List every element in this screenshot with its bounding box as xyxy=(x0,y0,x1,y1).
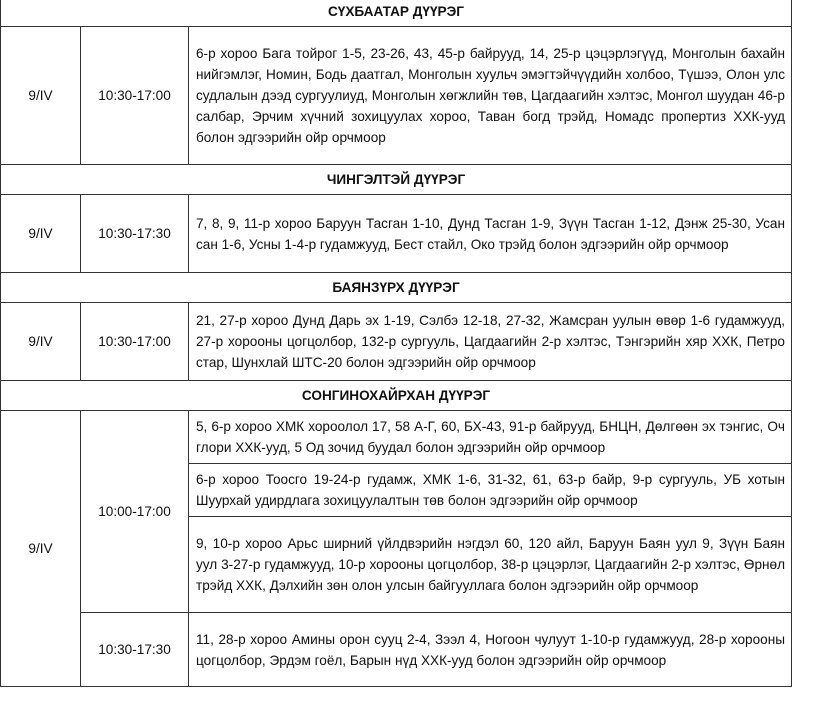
schedule-row xyxy=(1,613,792,687)
section-header-row xyxy=(1,381,792,411)
time-cell: 10:30-17:00 xyxy=(81,27,189,165)
date-cell: 9/IV xyxy=(1,195,81,273)
date-cell: 9/IV xyxy=(1,27,81,165)
area-description: 5, 6-р хороо ХМК хороолол 17, 58 А-Г, 60, БХ-43, 91-р байрууд, БНЦН, Дөлгөөн эх тэнгис, Оч глори ХХК-ууд, 5 Од зочид буудал болон эдгээрийн ойр орчмоор xyxy=(189,411,792,464)
section-header-row xyxy=(1,0,792,27)
date-cell: 9/IV xyxy=(1,303,81,381)
area-description: 7, 8, 9, 11-р хороо Баруун Тасган 1-10, Дунд Тасган 1-9, Зүүн Тасган 1-12, Дэнж 25-30, Усан сан 1-6, Усны 1-4-р гудамжууд, Бест стайл, Око трэйд болон эдгээрийн ойр орчмоор xyxy=(189,195,792,273)
schedule-row xyxy=(1,411,792,464)
section-header-row xyxy=(1,165,792,195)
district-title: СҮХБААТАР ДҮҮРЭГ xyxy=(1,0,792,27)
district-title: ЧИНГЭЛТЭЙ ДҮҮРЭГ xyxy=(1,165,792,195)
schedule-row xyxy=(1,303,792,381)
time-cell: 10:30-17:30 xyxy=(81,195,189,273)
area-description: 11, 28-р хороо Амины орон сууц 2-4, Зээл 4, Ногоон чулуут 1-10-р гудамжууд, 28-р хорооны цогцолбор, Эрдэм гоёл, Барын нүд ХХК-ууд болон эдгээрийн ойр орчмоор xyxy=(189,613,792,687)
date-cell: 9/IV xyxy=(1,411,81,687)
district-title: БАЯНЗҮРХ ДҮҮРЭГ xyxy=(1,273,792,303)
time-cell: 10:30-17:00 xyxy=(81,303,189,381)
area-description: 21, 27-р хороо Дунд Дарь эх 1-19, Сэлбэ 12-18, 27-32, Жамсран уулын өвөр 1-6 гудамжууд, 27-р хорооны цогцолбор, 132-р сургууль, Цагдаагийн 2-р хэлтэс, Тэнгэрийн хяр ХХК, Петро стар, Шунхлай ШТС-20 болон эдгээрийн ойр орчмоор xyxy=(189,303,792,381)
area-description: 9, 10-р хороо Арьс ширний үйлдвэрийн нэгдэл 60, 120 айл, Баруун Баян уул 9, Зүүн Баян уул 3-27-р гудамжууд, 10-р хорооны цогцолбор, 38-р цэцэрлэг, Цагдаагийн 2-р хэлтэс, Өрнөл трэйд ХХК, Дэлхийн зөн олон улсын байгууллага болон эдгээрийн ойр орчмоор xyxy=(189,517,792,613)
time-cell: 10:00-17:00 xyxy=(81,411,189,613)
section-header-row xyxy=(1,273,792,303)
district-title: СОНГИНОХАЙРХАН ДҮҮРЭГ xyxy=(1,381,792,411)
time-cell: 10:30-17:30 xyxy=(81,613,189,687)
area-description: 6-р хороо Бага тойрог 1-5, 23-26, 43, 45-р байрууд, 14, 25-р цэцэрлэгүүд, Монголын бахайн нийгэмлэг, Номин, Бодь даатгал, Монголын хуульч эмэгтэйчүүдийн холбоо, Түшээ, Олон улс судлалын дээд сургуулиуд, Монголын хөгжлийн төв, Цагдаагийн хэлтэс, Монгол шуудан 46-р салбар, Эрчим хүчний зохицуулах хороо, Таван богд трэйд, Номадс пропертиз ХХК-ууд болон эдгээрийн ойр орчмоор xyxy=(189,27,792,165)
schedule-row xyxy=(1,195,792,273)
area-description: 6-р хороо Тоосго 19-24-р гудамж, ХМК 1-6, 31-32, 61, 63-р байр, 9-р сургууль, УБ хотын Шуурхай удирдлага зохицуулалтын төв болон эдгээрийн ойр орчмоор xyxy=(189,464,792,517)
schedule-row xyxy=(1,27,792,165)
